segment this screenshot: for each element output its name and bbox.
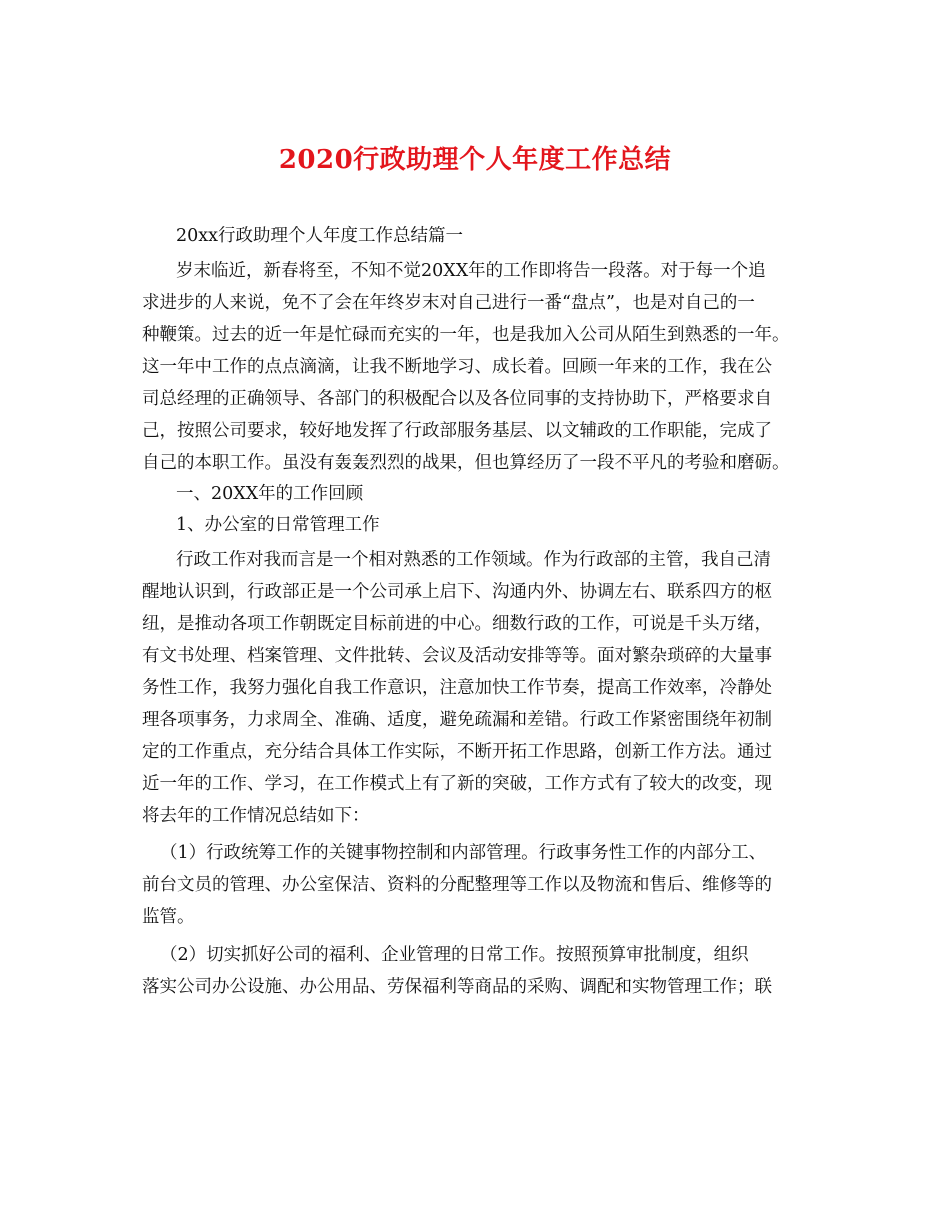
paragraph-line: （1）行政统筹工作的关键事物控制和内部管理。行政事务性工作的内部分工、 <box>160 843 767 863</box>
paragraph-line: 落实公司办公设施、办公用品、劳保福利等商品的采购、调配和实物管理工作；联 <box>142 977 772 997</box>
subsection-heading: 1、办公室的日常管理工作 <box>176 515 380 535</box>
paragraph-line: 务性工作，我努力强化自我工作意识，注意加快工作节奏，提高工作效率，冷静处 <box>142 678 772 698</box>
paragraph-line: 定的工作重点，充分结合具体工作实际，不断开拓工作思路，创新工作方法。通过 <box>142 742 772 762</box>
section-heading: 20xx行政助理个人年度工作总结篇一 <box>176 226 464 246</box>
paragraph-line: 近一年的工作、学习，在工作模式上有了新的突破，工作方式有了较大的改变，现 <box>142 774 772 794</box>
section-heading: 一、20XX年的工作回顾 <box>176 484 364 504</box>
paragraph-line: 前台文员的管理、办公室保洁、资料的分配整理等工作以及物流和售后、维修等的 <box>142 875 772 895</box>
paragraph-line: 理各项事务，力求周全、准确、适度，避免疏漏和差错。行政工作紧密围绕年初制 <box>142 710 772 730</box>
paragraph-line: 己，按照公司要求，较好地发挥了行政部服务基层、以文辅政的工作职能，完成了 <box>142 421 772 441</box>
paragraph-line: 种鞭策。过去的近一年是忙碌而充实的一年，也是我加入公司从陌生到熟悉的一年。 <box>142 325 790 345</box>
paragraph-line: 行政工作对我而言是一个相对熟悉的工作领域。作为行政部的主管，我自己清 <box>176 550 771 570</box>
paragraph-line: 纽，是推动各项工作朝既定目标前进的中心。细数行政的工作，可说是千头万绪， <box>142 614 772 634</box>
paragraph-line: 岁末临近，新春将至，不知不觉20XX年的工作即将告一段落。对于每一个追 <box>176 261 766 281</box>
paragraph-line: 求进步的人来说，免不了会在年终岁末对自己进行一番“盘点”，也是对自己的一 <box>142 293 755 313</box>
paragraph-line: （2）切实抓好公司的福利、企业管理的日常工作。按照预算审批制度，组织 <box>160 945 749 965</box>
paragraph-line: 将去年的工作情况总结如下： <box>142 806 370 826</box>
paragraph-line: 醒地认识到，行政部正是一个公司承上启下、沟通内外、协调左右、联系四方的枢 <box>142 582 772 602</box>
paragraph-line: 监管。 <box>142 907 195 927</box>
document-title: 2020行政助理个人年度工作总结 <box>278 145 672 175</box>
paragraph-line: 这一年中工作的点点滴滴，让我不断地学习、成长着。回顾一年来的工作，我在公 <box>142 357 772 377</box>
paragraph-line: 有文书处理、档案管理、文件批转、会议及活动安排等等。面对繁杂琐碎的大量事 <box>142 646 772 666</box>
paragraph-line: 司总经理的正确领导、各部门的积极配合以及各位同事的支持协助下，严格要求自 <box>142 389 772 409</box>
paragraph-line: 自己的本职工作。虽没有轰轰烈烈的战果，但也算经历了一段不平凡的考验和磨砺。 <box>142 453 790 473</box>
